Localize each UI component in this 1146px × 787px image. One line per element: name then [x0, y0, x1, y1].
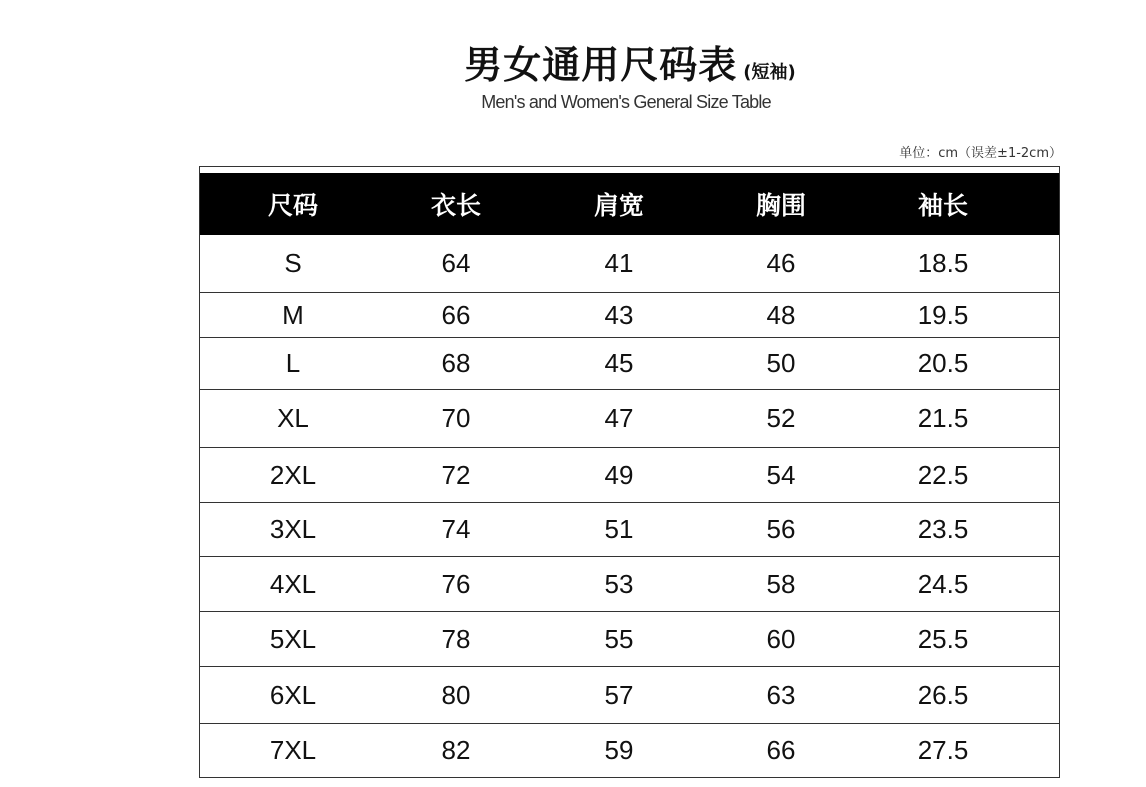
table-cell: 58: [766, 568, 796, 599]
table-cell: XL: [277, 403, 309, 433]
table-cell: 55: [604, 623, 634, 654]
table-row: [200, 447, 1059, 502]
table-cell: 50: [766, 348, 796, 378]
table-cell: 3XL: [269, 514, 317, 544]
table-cell: 20.5: [917, 348, 969, 378]
table-cell: 59: [604, 735, 634, 765]
table-cell: 21.5: [917, 403, 969, 433]
table-cell: 23.5: [917, 514, 969, 544]
table-cell: 60: [766, 623, 796, 654]
table-cell: 52: [766, 403, 796, 433]
table-cell: 68: [441, 348, 471, 378]
title-main: 男女通用尺码表: [464, 43, 738, 87]
table-cell: 70: [441, 403, 471, 433]
table-cell: 6XL: [269, 679, 317, 710]
table-cell: 25.5: [917, 623, 969, 654]
header-cell-length: 衣长: [430, 191, 481, 220]
table-cell: 22.5: [917, 459, 969, 490]
table-cell: S: [284, 248, 302, 278]
table-cell: 64: [441, 248, 471, 278]
table-cell: 66: [766, 735, 796, 765]
table-row: [200, 723, 1059, 777]
table-row: [200, 389, 1059, 447]
table-cell: 53: [604, 568, 634, 599]
table-cell: 76: [441, 568, 471, 599]
header-cell-shoulder: 肩宽: [593, 191, 644, 220]
table-cell: 18.5: [917, 248, 969, 278]
table-cell: 49: [604, 459, 634, 490]
table-cell: 66: [441, 299, 471, 330]
table-cell: 19.5: [917, 299, 969, 330]
table-body: [200, 235, 1059, 777]
table-cell: 80: [441, 679, 471, 710]
unit-note: 单位：cm（误差±1-2cm）: [899, 146, 1062, 161]
table-cell: 63: [766, 679, 796, 710]
table-row: [200, 666, 1059, 723]
table-cell: 82: [441, 735, 471, 765]
table-row: [200, 235, 1059, 292]
table-cell: 51: [604, 514, 634, 544]
table-cell: M: [282, 299, 304, 330]
table-cell: 27.5: [917, 735, 969, 765]
table-cell: 24.5: [917, 568, 969, 599]
table-cell: 7XL: [269, 735, 317, 765]
table-cell: 54: [766, 459, 796, 490]
header-cell-sleeve: 袖长: [917, 191, 968, 220]
table-cell: 26.5: [917, 679, 969, 710]
size-table: [199, 166, 1060, 778]
header-cell-size: 尺码: [267, 191, 318, 220]
table-cell: 78: [441, 623, 471, 654]
table-cell: 56: [766, 514, 796, 544]
table-row: [200, 292, 1059, 337]
title-note: (短袖): [743, 62, 796, 83]
table-header-row: [200, 173, 1059, 235]
table-row: [200, 556, 1059, 611]
table-cell: 48: [766, 299, 796, 330]
table-cell: 74: [441, 514, 471, 544]
table-top-rule: [200, 166, 1059, 173]
table-cell: 47: [604, 403, 634, 433]
table-row: [200, 611, 1059, 666]
table-cell: 4XL: [269, 568, 317, 599]
table-cell: L: [285, 348, 301, 378]
table-cell: 43: [604, 299, 634, 330]
header-cell-chest: 胸围: [755, 191, 806, 220]
table-cell: 41: [604, 248, 634, 278]
page-subtitle: Men's and Women's General Size Table: [481, 92, 771, 112]
table-cell: 72: [441, 459, 471, 490]
table-cell: 57: [604, 679, 634, 710]
table-cell: 46: [766, 248, 796, 278]
table-cell: 2XL: [269, 459, 317, 490]
table-cell: 5XL: [269, 623, 317, 654]
table-cell: 45: [604, 348, 634, 378]
table-row: [200, 502, 1059, 556]
page-title: [0, 34, 1146, 89]
table-row: [200, 337, 1059, 389]
